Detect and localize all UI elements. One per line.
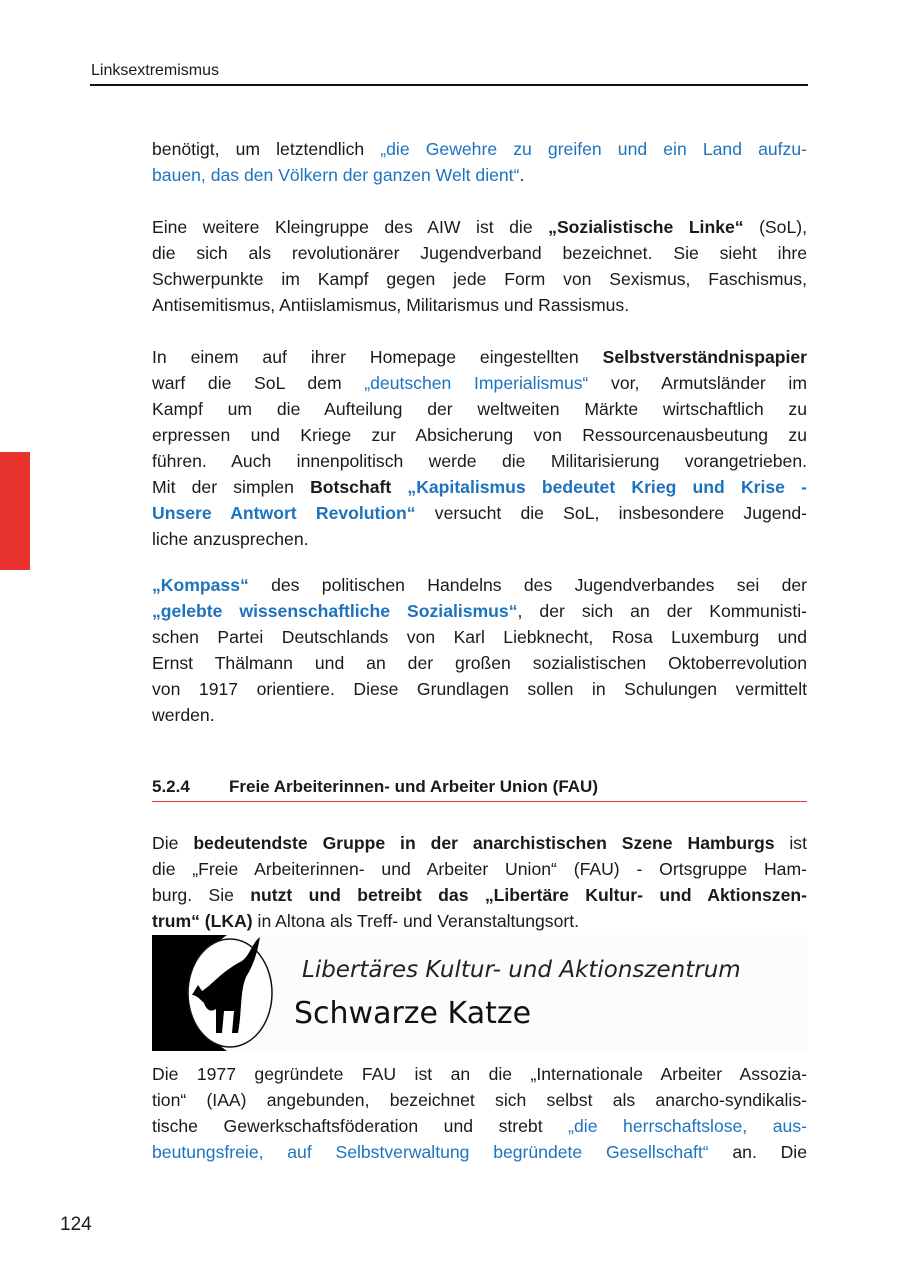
text: tion“ (IAA) angebunden, bezeichnet sich selbst als anarcho-syndikalis- [152, 1090, 807, 1110]
text-line [152, 448, 807, 474]
text: benötigt, um letztendlich [152, 139, 381, 159]
section-number: 5.2.4 [152, 777, 190, 796]
text: schen Partei Deutschlands von Karl Liebknecht, Rosa Luxemburg und [152, 627, 807, 647]
quote-text: beutungsfreie, auf Selbstverwaltung begründete Gesellschaft“ [152, 1142, 709, 1162]
text-line [152, 830, 807, 856]
quote-text: Unsere Antwort Revolution“ [152, 503, 416, 523]
text: an. Die [708, 1142, 807, 1162]
text-line [152, 500, 807, 526]
lka-logo-image [152, 935, 808, 1051]
text-line [152, 1087, 807, 1113]
text: werden. [152, 705, 215, 725]
paragraph [152, 572, 807, 728]
text: vor, Armutsländer im [588, 373, 807, 393]
page-number: 124 [60, 1214, 92, 1235]
running-header: Linksextremismus [91, 62, 220, 79]
text: in Altona als Treff- und Veranstaltungsort. [252, 911, 580, 931]
text-line [152, 650, 807, 676]
text: Schwerpunkte im Kampf gegen jede Form von Sexismus, Faschismus, [152, 269, 807, 289]
text-line [152, 370, 807, 396]
text-line [152, 422, 807, 448]
text-line [152, 1061, 807, 1087]
quote-text: „die herrschaftslose, aus- [568, 1116, 807, 1136]
text: burg. Sie [152, 885, 251, 905]
quote-text: „Kapitalismus bedeutet Krieg und Krise - [407, 477, 808, 497]
text: Eine weitere Kleingruppe des AIW ist die [152, 217, 549, 237]
text-line [152, 162, 807, 188]
text-line [152, 1139, 807, 1165]
text-line [152, 1113, 807, 1139]
text-line [152, 856, 807, 882]
text-line [152, 474, 807, 500]
paragraph [152, 214, 807, 318]
text-line [152, 240, 807, 266]
bold-text: nutzt und betreibt das „Libertäre Kultur- und Aktionszen- [250, 885, 807, 905]
text-line [152, 136, 807, 162]
section-heading [152, 777, 807, 802]
text-line [152, 292, 807, 318]
text-line [152, 526, 807, 552]
text: führen. Auch innenpolitisch werde die Militarisierung vorangetrieben. [152, 451, 807, 471]
text-line [152, 396, 807, 422]
text: Antisemitismus, Antiislamismus, Militarismus und Rassismus. [152, 295, 630, 315]
text: die sich als revolutionärer Jugendverband bezeichnet. Sie sieht ihre [152, 243, 807, 263]
logo-line2: Schwarze Katze [294, 996, 532, 1031]
text: Ernst Thälmann und an der großen sozialistischen Oktoberrevolution [152, 653, 807, 673]
text: versucht die SoL, insbesondere Jugend- [415, 503, 808, 523]
text: , der sich an der Kommunisti- [517, 601, 807, 621]
quote-text: „die Gewehre zu greifen und ein Land aufzu- [380, 139, 807, 159]
text-line [152, 676, 807, 702]
section-title: Freie Arbeiterinnen- und Arbeiter Union (FAU) [229, 777, 598, 796]
text-line [152, 882, 807, 908]
quote-text: „gelebte wissenschaftliche Sozialismus“ [152, 601, 518, 621]
bold-text: Botschaft [310, 477, 408, 497]
text-line [152, 214, 807, 240]
text: liche anzusprechen. [152, 529, 309, 549]
text: . [519, 165, 525, 185]
text: In einem auf ihrer Homepage eingestellten [152, 347, 603, 367]
quote-text: bauen, das den Völkern der ganzen Welt dient“ [152, 165, 520, 185]
text: Die 1977 gegründete FAU ist an die „Internationale Arbeiter Assozia- [152, 1064, 807, 1084]
paragraph [152, 1061, 807, 1165]
text: (SoL), [743, 217, 807, 237]
text-line [152, 908, 807, 934]
bold-text: „Sozialistische Linke“ [548, 217, 744, 237]
text-line [152, 624, 807, 650]
text: Die [152, 833, 194, 853]
logo-line1: Libertäres Kultur- und Aktionszentrum [302, 957, 741, 983]
paragraph [152, 136, 807, 188]
black-cat-icon [152, 935, 808, 1051]
bold-text: Selbstverständnispapier [602, 347, 807, 367]
text: die „Freie Arbeiterinnen- und Arbeiter Union“ (FAU) - Ortsgruppe Ham- [152, 859, 807, 879]
paragraph [152, 344, 807, 552]
text: tische Gewerkschaftsföderation und strebt [152, 1116, 569, 1136]
paragraph [152, 830, 807, 934]
text: ist [774, 833, 807, 853]
text: Kampf um die Aufteilung der weltweiten Märkte wirtschaftlich zu [152, 399, 807, 419]
text-line [152, 344, 807, 370]
text: erpressen und Kriege zur Absicherung von Ressourcenausbeutung zu [152, 425, 807, 445]
text: Mit der simplen [152, 477, 311, 497]
quote-text: „Kompass“ [152, 575, 249, 595]
text-line [152, 598, 807, 624]
chapter-tab-marker [0, 452, 30, 570]
text-line [152, 702, 807, 728]
text: des politischen Handelns des Jugendverbandes sei der [248, 575, 807, 595]
bold-text: trum“ (LKA) [152, 911, 253, 931]
text: von 1917 orientiere. Diese Grundlagen sollen in Schulungen vermittelt [152, 679, 807, 699]
quote-text: „deutschen Imperialismus“ [364, 373, 589, 393]
header-rule [90, 84, 808, 86]
text-line [152, 572, 807, 598]
text: warf die SoL dem [152, 373, 365, 393]
text-line [152, 266, 807, 292]
bold-text: bedeutendste Gruppe in der anarchistischen Szene Hamburgs [193, 833, 775, 853]
